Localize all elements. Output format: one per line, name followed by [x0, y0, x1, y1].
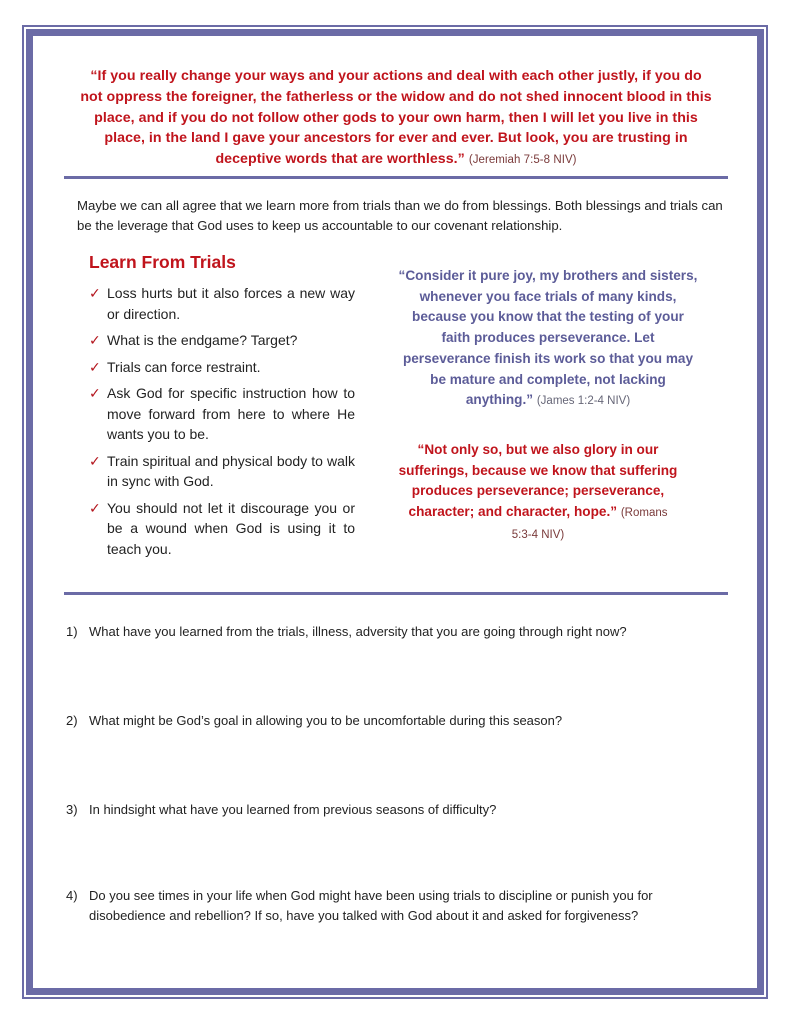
- list-item-text: Ask God for specific instruction how to move forward from here to where He wants you to be.: [107, 385, 355, 442]
- checkmark-icon: ✓: [89, 499, 101, 516]
- list-item: [89, 330, 355, 351]
- list-item-text: Loss hurts but it also forces a new way or direction.: [107, 285, 355, 322]
- question-number: 3): [66, 802, 78, 817]
- question-number: 1): [66, 624, 78, 639]
- divider-bottom: [64, 592, 728, 595]
- question-4: [66, 886, 726, 925]
- list-item-text: What is the endgame? Target?: [107, 332, 298, 348]
- question-text: Do you see times in your life when God might have been using trials to discipline or punish you for disobedience and rebellion? If so, have you talked with God about it and asked for forgiveness?: [89, 888, 653, 923]
- list-item-text: Trials can force restraint.: [107, 358, 261, 375]
- list-item: [89, 283, 355, 324]
- question-text: In hindsight what have you learned from previous seasons of difficulty?: [89, 802, 497, 817]
- question-text: What might be God’s goal in allowing you to be uncomfortable during this season?: [89, 713, 563, 728]
- romans-quote: [398, 440, 678, 546]
- question-number: 4): [66, 888, 78, 903]
- question-3: [66, 800, 726, 820]
- section-title: Learn From Trials: [89, 252, 236, 272]
- jeremiah-quote: [78, 66, 714, 171]
- question-text: What have you learned from the trials, illness, adversity that you are going through right now?: [89, 624, 627, 639]
- learn-checklist: [89, 283, 355, 565]
- intro-paragraph: Maybe we can all agree that we learn more from trials than we do from blessings. Both blessings and trials can be the leverage that God uses to keep us accountable to our covenant relationship.: [77, 198, 723, 233]
- list-item: [89, 451, 355, 492]
- question-1: [66, 622, 726, 642]
- jeremiah-quote-text: “If you really change your ways and your actions and deal with each other justly, if you do not oppress the foreigner, the fatherless or the widow and do not shed innocent blood in this place, and if you do not follow other gods to your own harm, then I will let you live in this place, in the land I gave your ancestors for ever and ever. But look, you are trusting in deceptive words that are worthless.”: [80, 68, 712, 168]
- james-quote: [398, 266, 698, 412]
- list-item-text: You should not let it discourage you or be a wound when God is using it to teach you.: [107, 499, 355, 557]
- checkmark-icon: ✓: [89, 285, 101, 301]
- list-item: [89, 498, 355, 560]
- checkmark-icon: ✓: [89, 358, 101, 375]
- question-2: [66, 711, 726, 731]
- james-reference: (James 1:2-4 NIV): [536, 395, 631, 408]
- question-number: 2): [66, 713, 78, 728]
- james-quote-text: “Consider it pure joy, my brothers and sisters, whenever you face trials of many kinds, because you know that the testing of your faith produces perseverance. Let perseverance finish its work so that you may be mature and complete, not lacking anything.”: [398, 268, 698, 408]
- list-item: [89, 383, 355, 445]
- checkmark-icon: ✓: [89, 452, 101, 469]
- list-item: [89, 357, 355, 378]
- divider-top: [64, 176, 728, 179]
- list-item-text: Train spiritual and physical body to walk in sync with God.: [107, 452, 355, 489]
- checkmark-icon: ✓: [89, 332, 101, 348]
- checkmark-icon: ✓: [89, 385, 101, 401]
- romans-reference: (Romans 5:3-4 NIV): [511, 507, 668, 541]
- jeremiah-reference: (Jeremiah 7:5-8 NIV): [468, 154, 577, 167]
- romans-quote-text: “Not only so, but we also glory in our sufferings, because we know that suffering produces perseverance; perseverance, character; and character, hope.”: [398, 442, 678, 520]
